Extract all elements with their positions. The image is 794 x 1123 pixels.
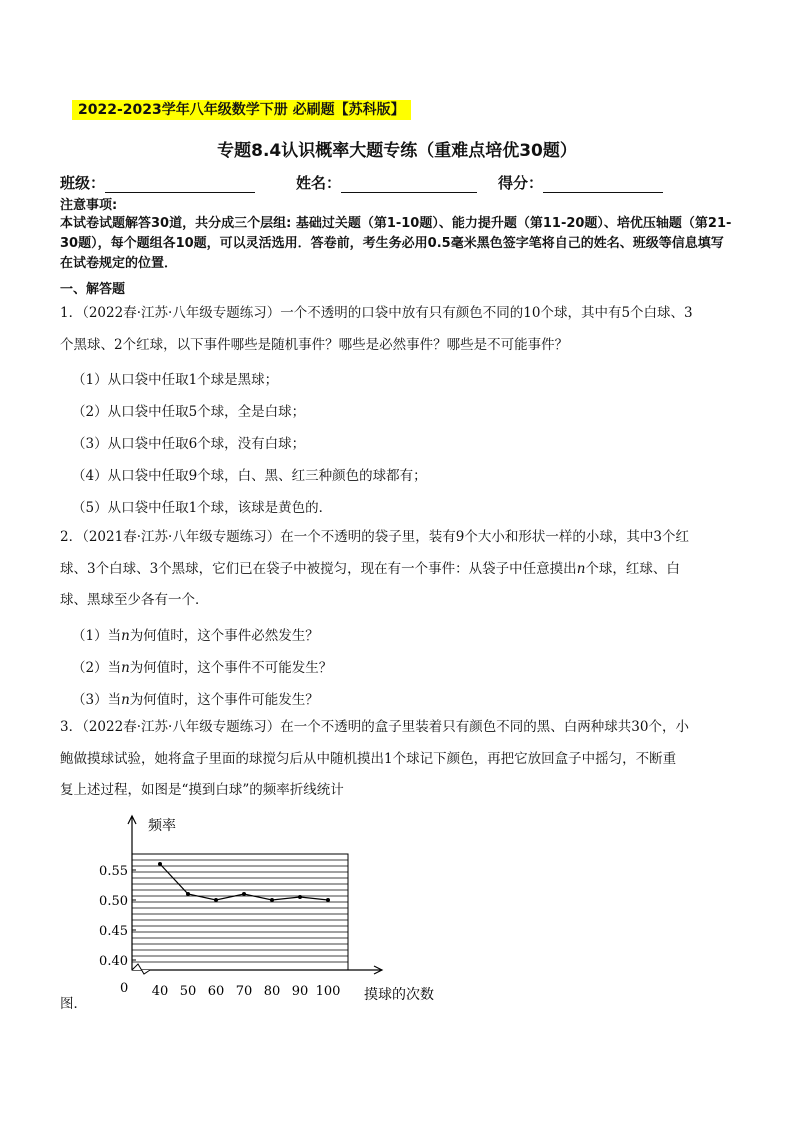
q3-line1: 3．（2022春·江苏·八年级专题练习）在一个不透明的盒子里装着只有颜色不同的黑、白两种球共30个，小 [60,719,689,735]
y-tick-labels [99,864,136,969]
series-tag: 2022-2023学年八年级数学下册 必刷题【苏科版】 [72,100,411,120]
q2-line2 [60,554,740,585]
x-axis-label: 摸球的次数 [364,987,434,1003]
q2-line3: 球、黑球至少各有一个． [60,592,209,608]
q1-line1: 1．（2022春·江苏·八年级专题练习）一个不透明的口袋中放有只有颜色不同的10个球，其中有5个白球、3 [60,305,693,321]
x-tick-labels [152,984,341,999]
y-tick-label: 0.40 [99,954,128,969]
y-tick-label: 0.45 [99,924,128,939]
q2-option-1 [72,624,319,644]
data-point [186,892,190,896]
x-tick-label: 60 [207,984,225,999]
data-point [242,892,246,896]
q2-opt3-post: 为何值时，这个事件可能发生？ [129,692,319,708]
name-field [296,172,477,193]
q3-line2: 鲍做摸球试验，她将盒子里面的球搅匀后从中随机摸出1个球记下颜色，再把它放回盒子中摇匀，不断重 [60,751,677,767]
score-label: 得分： [498,174,544,192]
class-label: 班级： [60,174,106,192]
plot-frame [132,854,348,970]
y-tick-label: 0.55 [99,864,128,879]
q3-line3: 复上述过程，如图是“摸到白球”的频率折线统计 [60,782,344,798]
data-point [298,895,302,899]
x-tick-label: 50 [179,984,197,999]
q1-option-5: （5）从口袋中任取1个球，该球是黄色的． [72,500,333,516]
class-field [60,172,255,193]
x-tick-label: 40 [151,984,169,999]
name-label: 姓名： [296,174,342,192]
grid-lines [132,854,348,970]
score-field [498,172,663,193]
class-blank[interactable] [105,176,255,193]
section-heading: 一、解答题 [60,282,126,297]
axis-break [132,964,150,974]
data-point [326,898,330,902]
q2-line2-post: 个球，红球、白 [585,561,680,577]
score-blank[interactable] [543,176,663,193]
q2-opt2-post: 为何值时，这个事件不可能发生？ [129,660,333,676]
x-tick-label: 100 [315,984,341,999]
q1-option-3: （3）从口袋中任取6个球，没有白球； [72,436,306,452]
q2-opt1-var: n [121,628,130,644]
name-blank[interactable] [341,176,477,193]
q1-option-2: （2）从口袋中任取5个球，全是白球； [72,404,306,420]
q2-opt3-var: n [121,692,130,708]
q2-line2-pre: 球、3个白球、3个黑球，它们已在袋子中被搅匀，现在有一个事件：从袋子中任意摸出 [60,561,577,577]
q2-option-2 [72,656,332,676]
data-point [214,898,218,902]
origin-label: 0 [120,981,129,996]
q2-opt1-post: 为何值时，这个事件必然发生？ [129,628,319,644]
q1-option-4: （4）从口袋中任取9个球，白、黑、红三种颜色的球都有； [72,468,427,484]
q2-line1: 2．（2021春·江苏·八年级专题练习）在一个不透明的袋子里，装有9个大小和形状一样的小球，其中3个红 [60,529,689,545]
q2-opt2-pre: （2）当 [72,660,122,676]
q2-opt2-var: n [121,660,130,676]
x-tick-label: 90 [291,984,309,999]
x-tick-label: 70 [235,984,253,999]
x-tick-label: 80 [263,984,281,999]
data-point [158,862,162,866]
q2-option-3 [72,688,319,708]
q1-line2: 个黑球、2个红球，以下事件哪些是随机事件？哪些是必然事件？哪些是不可能事件？ [60,337,569,353]
q1-option-1: （1）从口袋中任取1个球是黑球； [72,372,279,388]
data-point [270,898,274,902]
y-axis-label: 频率 [148,818,176,834]
page-title: 专题8.4认识概率大题专练（重难点培优30题） [217,141,577,161]
q2-line2-var: n [576,561,586,577]
q3-tail: 图． [60,996,87,1012]
y-tick-label: 0.50 [99,894,128,909]
notice-body: 本试卷试题解答30道，共分成三个层组: 基础过关题（第1-10题）、能力提升题（第11-20题）、培优压轴题（第21-30题），每个题组各10题，可以灵活选用．答卷前，考生务必用0.5毫米黑色签字笔将自己的姓名、班级等信息填写在试卷规定的位置． [60,216,732,271]
q2-opt3-pre: （3）当 [72,692,122,708]
notice-title: 注意事项: [60,198,118,213]
q2-opt1-pre: （1）当 [72,628,122,644]
frequency-line-chart [96,810,466,1010]
